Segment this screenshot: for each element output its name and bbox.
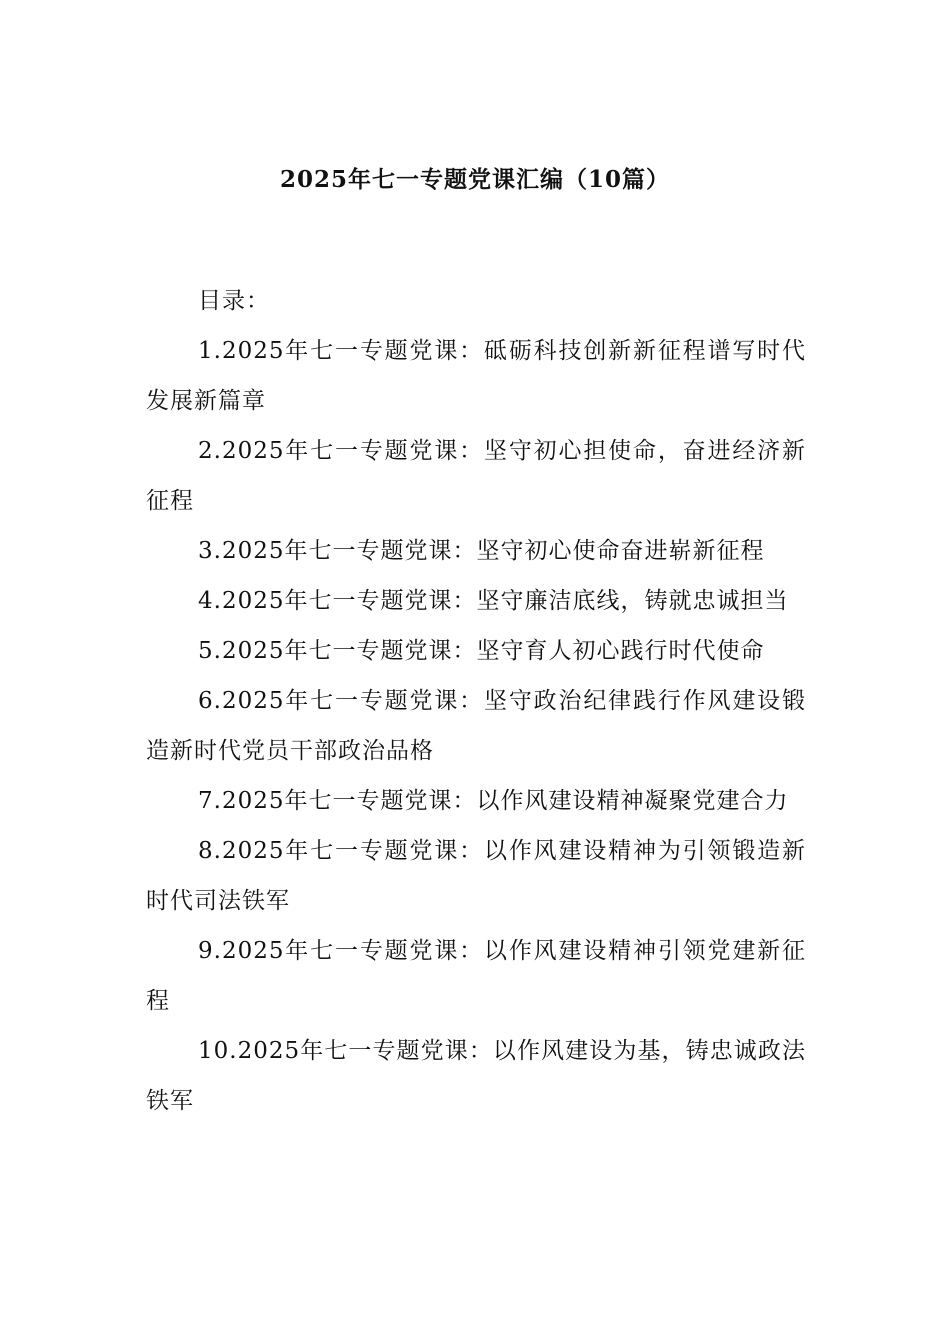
toc-item-3: 3.2025年七一专题党课：坚守初心使命奋进崭新征程 bbox=[198, 538, 765, 564]
toc-item-6: 6.2025年七一专题党课：坚守政治纪律践行作风建设锻造新时代党员干部政治品格 bbox=[146, 688, 806, 764]
toc-item-4: 4.2025年七一专题党课：坚守廉洁底线，铸就忠诚担当 bbox=[198, 588, 789, 614]
toc-item-10: 10.2025年七一专题党课：以作风建设为基，铸忠诚政法铁军 bbox=[146, 1038, 806, 1114]
document-title: 2025年七一专题党课汇编（10篇） bbox=[279, 166, 671, 193]
toc-item-1: 1.2025年七一专题党课：砥砺科技创新新征程谱写时代发展新篇章 bbox=[146, 338, 806, 414]
toc-item-7: 7.2025年七一专题党课：以作风建设精神凝聚党建合力 bbox=[198, 788, 789, 814]
toc-item-9: 9.2025年七一专题党课：以作风建设精神引领党建新征程 bbox=[146, 938, 806, 1014]
table-of-contents bbox=[146, 276, 806, 1126]
toc-item-5: 5.2025年七一专题党课：坚守育人初心践行时代使命 bbox=[198, 638, 765, 664]
toc-item-2: 2.2025年七一专题党课：坚守初心担使命，奋进经济新征程 bbox=[146, 438, 806, 514]
toc-item-8: 8.2025年七一专题党课：以作风建设精神为引领锻造新时代司法铁军 bbox=[146, 838, 806, 914]
toc-heading: 目录： bbox=[198, 288, 270, 314]
